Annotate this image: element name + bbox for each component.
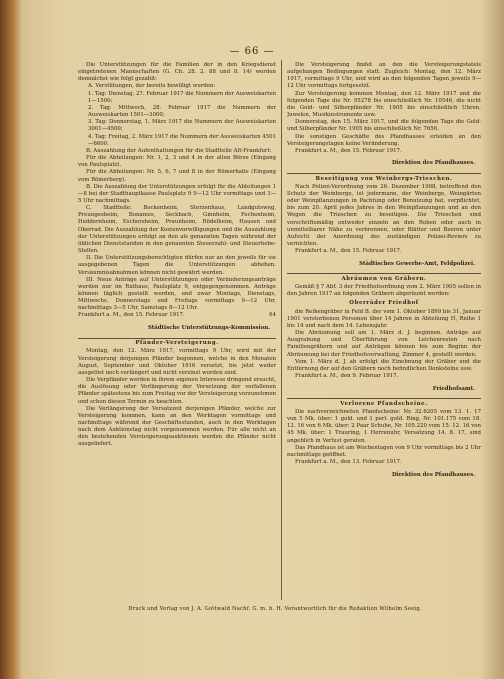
paragraph: Donnerstag, den 15. März 1917, und die folgenden Tage die Gold- und Silberpfänder Nr. 1905 bis einschließlich Nr. 7656. <box>287 119 481 133</box>
paragraph: Gemäß § 7 Abf. 3 der Friedhofsordnung vom 2. März 1905 sollen in den Jahren 1917 an folgenden Gräbern abgeräumt werden: <box>287 284 481 298</box>
section-heading: Pfänder-Versteigerung. <box>135 340 219 347</box>
page-footer: Druck und Verlag von J. A. Gottwald Nachf. G. m. b. H. Verantwortlich für die Redaktion Wilhelm Seeig. <box>128 606 422 612</box>
book-spine <box>0 0 22 679</box>
paragraph: Die Verlängerung der Versatzzeit derjenigen Pfänder, welche zur Versteigerung kommen, kann an den Werktagen vormittags und nachmittags während der Geschäftsstunden, auch in den Werktagen nach dem Auktionstag nicht vorgenommen werden. Für alle nicht an den bestehenden Versteigerungsauktionen werden die Pfänder nicht ausgeliefert. <box>78 405 276 448</box>
signature-org: Direktion des Pfandhauses. <box>391 471 475 478</box>
divider <box>287 273 481 274</box>
section-a-item: 4. Tag: Freitag, 2. März 1917 die Nummern der Ausweiskarten 4501—6600. <box>88 133 276 147</box>
section-b-line: Für die Abteilungen: Nr. 1, 2, 3 und 4 in der alten Börse (Eingang von Paulsplatz). <box>78 155 276 169</box>
section-a-title: A. Verstütungen, der bereits bewilligt wurden: <box>88 83 216 90</box>
divider <box>78 338 276 339</box>
paragraph: Vom 1. März d. J. ab erfolgt die Einebnung der Gräber und die Entfernung der auf den Gräbern noch befindlichen Denksteine usw. <box>287 358 481 372</box>
subsection-heading: Oberräder Friedhof <box>349 300 419 307</box>
right-column <box>287 62 481 600</box>
signature-place <box>78 312 276 319</box>
signature-org: Friedhofsamt. <box>432 385 475 392</box>
section-a-item: 3. Tag: Donnerstag, 1. März 1917 die Nummern der Ausweiskarten 3001—4500; <box>88 119 276 133</box>
paragraph: Die nachverzeichneten Pfandscheine: Nr. 32.6205 vom 13. 1. 17 von 5 Mk. über: 1 gold. und 1 perl. gold. Ring, Nr. 101.175 vom 18. 12. 16 von 6 Mk. über: 2 Paar Schuhe, Nr. 105.220 vom 15. 12. 16 von 45 Mk. über: 1 Trauring, 1 Herrenuhr, Versatzung 14. 8. 17, sind angeblich in Verlust geraten. <box>287 408 481 444</box>
signature-date: Frankfurt a. M., den 15. Februar 1917. <box>295 248 402 255</box>
section-c-paragraph: C. Stadtteile: Bockenheim, Sterzenhaus, Landgutsweg, Preungesheim, Bonames, Seckbach, Ginnheim, Fechenheim, Heddernheim, Eschersheim, Praunheim, Rödelheim, Hausen und Oberrad. Die Auszahlung der Kostenvorwilligungen und die Auszahlung der Unterstützungen erfolgt an den als genannten Tagen während der üblichen Dienststunden in den genannten Steuerzahl- und Steuerhebe-Stellen. <box>78 205 276 255</box>
section-c3-paragraph: III. Neue Anträge auf Unterstützungen oder Veränderungsanträge werden nur im Rathaus, Paulsplatz 9, entgegengenommen. Anträge können täglich gestellt werden, und zwar Montags, Dienstags, Mittwochs, Donnerstags und Freitags vormittags 9—12 Uhr, nachmittags 3—5 Uhr, Samstags 8—12 Uhr. <box>78 276 276 312</box>
signature-org: Städtisches Gewerbe-Amt, Feldpolizei. <box>359 260 475 267</box>
page-number: — 66 — <box>229 46 275 57</box>
section-b-line: B. Auszahlung der Aufenthaltungen für die Stadtteile Alt-Frankfurt: <box>86 147 272 154</box>
signature-number: 64 <box>269 312 276 319</box>
intro-paragraph: Die Unterstützungen für die Familien der in den Kriegsdienst eingetretenen Mannschaften (G. Ch. 28. 2. 88 und 8. 14) werden demnächst wie folgt gezahlt: <box>78 62 276 83</box>
signature-date: Frankfurt a. M., den 9. Februar 1917. <box>295 373 399 380</box>
paragraph: Die sonstigen Geschäfte des Pfandhauses erleiden an den Versteigerungstagen keine Veränderung. <box>287 133 481 147</box>
signature-org: Städtische Unterstützungs-Kommission. <box>147 325 270 332</box>
section-b-line: Für die Abteilungen: Nr. 5, 6, 7 und 8 in der Römerhalle (Eingang vom Römerberg). <box>78 169 276 183</box>
section-heading: Verlorene Pfandscheine. <box>340 400 428 407</box>
paragraph: Die Verpfänder werden in ihrem eigenen Interesse dringend ersucht, die Auslösung oder Verlängerung der Versetzung der verfallenen Pfänder spätestens bis zum Freitag vor der Versteigerung vorzunehmen und schon diesen Termin zu beachten. <box>78 377 276 405</box>
paragraph: die Reihengräber in Feld B. der vom 1. Oktober 1899 bis 31. Januar 1901 verstorbenen Personen über 14 Jahren in Abteilung H, Reihe 1 bis 14 und nach dem 14. Lebensjahr. <box>287 308 481 329</box>
section-a-item: 2. Tag: Mittwoch, 28. Februar 1917 die Nummern der Ausweiskarten 1501—3000; <box>88 104 276 119</box>
column-divider <box>281 60 282 600</box>
section-heading: Abräumen von Gräbern. <box>341 276 427 282</box>
divider <box>287 173 481 174</box>
signature-date: Frankfurt a. M., den 13. Februar 1917. <box>295 459 402 466</box>
left-column <box>78 62 276 600</box>
divider <box>287 398 481 399</box>
paragraph: Nach Polizei-Verordnung vom 26. Dezember 1908, betreffend den Schutz der Weinberge, ist jedermann, der Weinberge, Weingärten oder Weinpflanzungen in Pachtung oder Benutzung hat, verpflichtet, bis zum 20. April jedes Jahres in den Weinpflanzungen und an den Wegen die Trieschen zu beseitigen. Die Trieschen sind vorschriftsmäßig entweder einzeln an den Reben oder auch in unmittelbarer Nähe zu verbrennen, oder Blätter und Beeren unter Aufsicht der Anordnung des zuständigen Polizei-Reviers zu vernichten. <box>287 183 481 248</box>
signature-org: Direktion des Pfandhauses. <box>391 160 475 167</box>
section-c2-paragraph: II. Die Unterstützungsberechtigten dürfen nur an den jeweils für sie ausgegebenen Tagen die Unterstützungen abheben. Versäumnisabnahmen können nicht gewährt werden. <box>78 255 276 276</box>
signature-date: Frankfurt a. M., den 15. Februar 1917. <box>78 312 185 319</box>
signature-date: Frankfurt a. M., den 15. Februar 1917. <box>295 147 402 154</box>
paragraph: Zur Versteigerung kommen Montag, den 12. März 1917 und die folgenden Tage die Nr. 95278 bis einschließlich Nr. 10546, die nicht die Gold- und Silberpfänder Nr. 1905 bis einschließlich Uhren, Juwelen, Musikinstrumente usw. <box>287 90 481 119</box>
paragraph: Die Versteigerung findet an den die Versteigerungstatels aufgehangen Bedingungen statt. Zugleich: Montag, den 12. März 1917, vormittags 9 Uhr, und wird an den folgenden Tagen jeweils 9—12 Uhr vormittags fortgesetzt. <box>287 62 481 90</box>
paragraph: Montag, den 12. März 1917, vormittags 9 Uhr, wird mit der Versteigerung derjenigen Pfänder begonnen, welche in den Monaten August, September und Oktober 1916 versetzt, bis jetzt weder ausgelöst noch verlängert und nicht verzinst worden sind. <box>78 348 276 376</box>
paragraph: Die Abräumung soll am 1. März d. J. beginnen. Anträge auf Ausgrabung und Überführung von Leichenresten nach Familiengräbern und auf Anträgen können bis zum Beginn der Abräumung bei der Friedhofsverwaltung, Zimmer 4, gestellt werden. <box>287 330 481 358</box>
section-a-item: 1. Tag: Dienstag, 27. Februar 1917 die Nummern der Ausweiskarten 1—1500; <box>88 90 276 104</box>
section-heading: Beseitigung von Weinbergs-Trieschen. <box>315 175 453 182</box>
paragraph: Das Pfandhaus ist am Wochentagen von 9 Uhr vormittags bis 2 Uhr nachmittags geöffnet. <box>287 444 481 458</box>
section-b-line: B. Die Auszahlung der Unterstützungen erfolgt für die Abteilungen 1—8 bei der Stadthauptkasse Paulsplatz 9 9—12 Uhr vormittags und 3—5 Uhr nachmittags. <box>78 183 276 204</box>
